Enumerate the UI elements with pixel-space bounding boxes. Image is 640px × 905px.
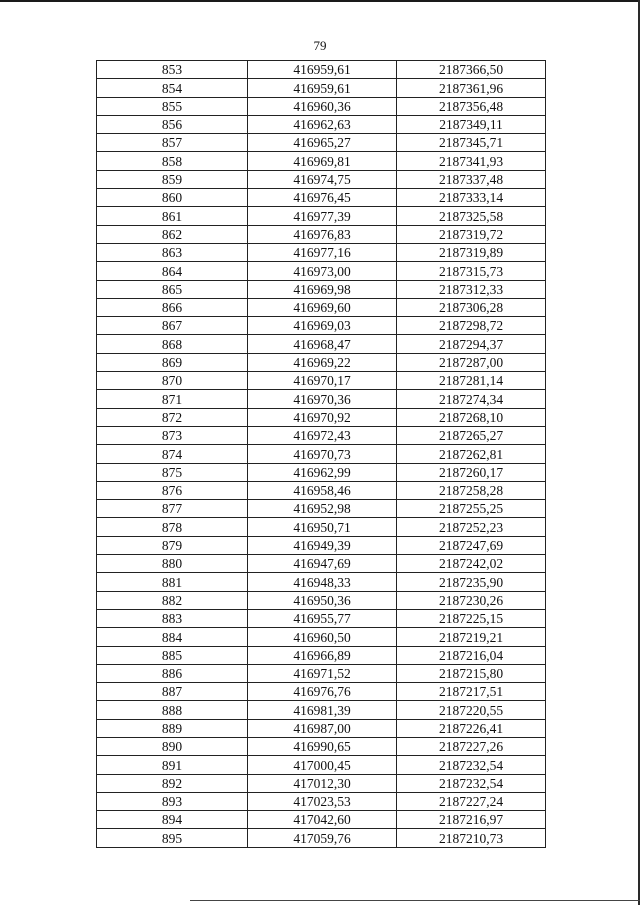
table-row <box>97 737 546 755</box>
point-number-cell: 881 <box>97 573 248 591</box>
point-number-cell: 893 <box>97 792 248 810</box>
x-coordinate-cell: 417042,60 <box>248 811 397 829</box>
y-coordinate-cell: 2187217,51 <box>397 683 546 701</box>
point-number-cell: 868 <box>97 335 248 353</box>
scan-edge-bottom <box>190 900 640 901</box>
y-coordinate-cell: 2187215,80 <box>397 664 546 682</box>
x-coordinate-cell: 416948,33 <box>248 573 397 591</box>
y-coordinate-cell: 2187298,72 <box>397 317 546 335</box>
x-coordinate-cell: 416969,60 <box>248 298 397 316</box>
x-coordinate-cell: 416968,47 <box>248 335 397 353</box>
y-coordinate-cell: 2187226,41 <box>397 719 546 737</box>
x-coordinate-cell: 416960,50 <box>248 628 397 646</box>
x-coordinate-cell: 416976,76 <box>248 683 397 701</box>
coordinates-table <box>96 60 546 848</box>
table-row <box>97 134 546 152</box>
point-number-cell: 882 <box>97 591 248 609</box>
point-number-cell: 880 <box>97 555 248 573</box>
y-coordinate-cell: 2187345,71 <box>397 134 546 152</box>
table-row <box>97 445 546 463</box>
point-number-cell: 864 <box>97 262 248 280</box>
point-number-cell: 879 <box>97 536 248 554</box>
point-number-cell: 892 <box>97 774 248 792</box>
x-coordinate-cell: 416962,63 <box>248 115 397 133</box>
x-coordinate-cell: 416977,16 <box>248 243 397 261</box>
table-row <box>97 225 546 243</box>
table-row <box>97 774 546 792</box>
table-row <box>97 115 546 133</box>
y-coordinate-cell: 2187294,37 <box>397 335 546 353</box>
table-row <box>97 426 546 444</box>
table-row <box>97 591 546 609</box>
point-number-cell: 886 <box>97 664 248 682</box>
x-coordinate-cell: 416972,43 <box>248 426 397 444</box>
table-row <box>97 189 546 207</box>
x-coordinate-cell: 417012,30 <box>248 774 397 792</box>
y-coordinate-cell: 2187219,21 <box>397 628 546 646</box>
table-row <box>97 719 546 737</box>
table-row <box>97 829 546 847</box>
page-number: 79 <box>313 38 327 53</box>
x-coordinate-cell: 416973,00 <box>248 262 397 280</box>
table-row <box>97 628 546 646</box>
y-coordinate-cell: 2187325,58 <box>397 207 546 225</box>
x-coordinate-cell: 416969,81 <box>248 152 397 170</box>
table-row <box>97 408 546 426</box>
point-number-cell: 866 <box>97 298 248 316</box>
table-row <box>97 372 546 390</box>
point-number-cell: 856 <box>97 115 248 133</box>
point-number-cell: 876 <box>97 481 248 499</box>
x-coordinate-cell: 416971,52 <box>248 664 397 682</box>
point-number-cell: 863 <box>97 243 248 261</box>
table-row <box>97 555 546 573</box>
y-coordinate-cell: 2187265,27 <box>397 426 546 444</box>
x-coordinate-cell: 416950,36 <box>248 591 397 609</box>
y-coordinate-cell: 2187333,14 <box>397 189 546 207</box>
table-row <box>97 170 546 188</box>
x-coordinate-cell: 416959,61 <box>248 79 397 97</box>
x-coordinate-cell: 416977,39 <box>248 207 397 225</box>
y-coordinate-cell: 2187260,17 <box>397 463 546 481</box>
y-coordinate-cell: 2187262,81 <box>397 445 546 463</box>
point-number-cell: 877 <box>97 500 248 518</box>
point-number-cell: 869 <box>97 353 248 371</box>
y-coordinate-cell: 2187281,14 <box>397 372 546 390</box>
x-coordinate-cell: 416970,73 <box>248 445 397 463</box>
y-coordinate-cell: 2187337,48 <box>397 170 546 188</box>
y-coordinate-cell: 2187227,26 <box>397 737 546 755</box>
y-coordinate-cell: 2187356,48 <box>397 97 546 115</box>
y-coordinate-cell: 2187255,25 <box>397 500 546 518</box>
y-coordinate-cell: 2187242,02 <box>397 555 546 573</box>
point-number-cell: 867 <box>97 317 248 335</box>
x-coordinate-cell: 416966,89 <box>248 646 397 664</box>
coordinates-table-body <box>97 61 546 848</box>
point-number-cell: 865 <box>97 280 248 298</box>
table-row <box>97 335 546 353</box>
x-coordinate-cell: 416959,61 <box>248 61 397 79</box>
x-coordinate-cell: 417000,45 <box>248 756 397 774</box>
y-coordinate-cell: 2187341,93 <box>397 152 546 170</box>
y-coordinate-cell: 2187235,90 <box>397 573 546 591</box>
table-row <box>97 481 546 499</box>
table-row <box>97 79 546 97</box>
x-coordinate-cell: 416965,27 <box>248 134 397 152</box>
x-coordinate-cell: 416960,36 <box>248 97 397 115</box>
y-coordinate-cell: 2187312,33 <box>397 280 546 298</box>
point-number-cell: 861 <box>97 207 248 225</box>
x-coordinate-cell: 416969,98 <box>248 280 397 298</box>
y-coordinate-cell: 2187247,69 <box>397 536 546 554</box>
x-coordinate-cell: 416955,77 <box>248 609 397 627</box>
y-coordinate-cell: 2187361,96 <box>397 79 546 97</box>
y-coordinate-cell: 2187319,72 <box>397 225 546 243</box>
point-number-cell: 873 <box>97 426 248 444</box>
table-row <box>97 152 546 170</box>
y-coordinate-cell: 2187274,34 <box>397 390 546 408</box>
y-coordinate-cell: 2187232,54 <box>397 774 546 792</box>
table-row <box>97 262 546 280</box>
point-number-cell: 885 <box>97 646 248 664</box>
point-number-cell: 891 <box>97 756 248 774</box>
point-number-cell: 854 <box>97 79 248 97</box>
x-coordinate-cell: 416987,00 <box>248 719 397 737</box>
point-number-cell: 883 <box>97 609 248 627</box>
point-number-cell: 859 <box>97 170 248 188</box>
table-row <box>97 573 546 591</box>
y-coordinate-cell: 2187227,24 <box>397 792 546 810</box>
point-number-cell: 874 <box>97 445 248 463</box>
table-row <box>97 97 546 115</box>
table-row <box>97 811 546 829</box>
y-coordinate-cell: 2187216,97 <box>397 811 546 829</box>
point-number-cell: 889 <box>97 719 248 737</box>
scan-edge-top <box>0 0 640 2</box>
x-coordinate-cell: 416970,92 <box>248 408 397 426</box>
y-coordinate-cell: 2187306,28 <box>397 298 546 316</box>
point-number-cell: 857 <box>97 134 248 152</box>
table-row <box>97 536 546 554</box>
y-coordinate-cell: 2187319,89 <box>397 243 546 261</box>
table-row <box>97 317 546 335</box>
x-coordinate-cell: 416950,71 <box>248 518 397 536</box>
point-number-cell: 870 <box>97 372 248 390</box>
table-row <box>97 646 546 664</box>
point-number-cell: 875 <box>97 463 248 481</box>
table-row <box>97 463 546 481</box>
table-row <box>97 609 546 627</box>
x-coordinate-cell: 417023,53 <box>248 792 397 810</box>
point-number-cell: 884 <box>97 628 248 646</box>
x-coordinate-cell: 416969,03 <box>248 317 397 335</box>
x-coordinate-cell: 416952,98 <box>248 500 397 518</box>
point-number-cell: 890 <box>97 737 248 755</box>
x-coordinate-cell: 416976,45 <box>248 189 397 207</box>
table-row <box>97 683 546 701</box>
x-coordinate-cell: 416974,75 <box>248 170 397 188</box>
table-row <box>97 500 546 518</box>
y-coordinate-cell: 2187210,73 <box>397 829 546 847</box>
x-coordinate-cell: 416976,83 <box>248 225 397 243</box>
x-coordinate-cell: 416949,39 <box>248 536 397 554</box>
y-coordinate-cell: 2187349,11 <box>397 115 546 133</box>
point-number-cell: 858 <box>97 152 248 170</box>
table-row <box>97 518 546 536</box>
y-coordinate-cell: 2187268,10 <box>397 408 546 426</box>
table-row <box>97 353 546 371</box>
y-coordinate-cell: 2187232,54 <box>397 756 546 774</box>
point-number-cell: 871 <box>97 390 248 408</box>
point-number-cell: 862 <box>97 225 248 243</box>
table-row <box>97 207 546 225</box>
x-coordinate-cell: 416981,39 <box>248 701 397 719</box>
point-number-cell: 872 <box>97 408 248 426</box>
y-coordinate-cell: 2187252,23 <box>397 518 546 536</box>
y-coordinate-cell: 2187366,50 <box>397 61 546 79</box>
y-coordinate-cell: 2187258,28 <box>397 481 546 499</box>
y-coordinate-cell: 2187216,04 <box>397 646 546 664</box>
point-number-cell: 855 <box>97 97 248 115</box>
x-coordinate-cell: 417059,76 <box>248 829 397 847</box>
point-number-cell: 888 <box>97 701 248 719</box>
table-row <box>97 243 546 261</box>
point-number-cell: 887 <box>97 683 248 701</box>
y-coordinate-cell: 2187287,00 <box>397 353 546 371</box>
y-coordinate-cell: 2187220,55 <box>397 701 546 719</box>
y-coordinate-cell: 2187225,15 <box>397 609 546 627</box>
table-row <box>97 298 546 316</box>
y-coordinate-cell: 2187230,26 <box>397 591 546 609</box>
x-coordinate-cell: 416970,17 <box>248 372 397 390</box>
x-coordinate-cell: 416958,46 <box>248 481 397 499</box>
y-coordinate-cell: 2187315,73 <box>397 262 546 280</box>
point-number-cell: 878 <box>97 518 248 536</box>
table-row <box>97 701 546 719</box>
x-coordinate-cell: 416962,99 <box>248 463 397 481</box>
x-coordinate-cell: 416990,65 <box>248 737 397 755</box>
point-number-cell: 860 <box>97 189 248 207</box>
table-row <box>97 792 546 810</box>
x-coordinate-cell: 416970,36 <box>248 390 397 408</box>
table-row <box>97 280 546 298</box>
point-number-cell: 895 <box>97 829 248 847</box>
table-row <box>97 664 546 682</box>
table-row <box>97 390 546 408</box>
point-number-cell: 853 <box>97 61 248 79</box>
x-coordinate-cell: 416947,69 <box>248 555 397 573</box>
table-row <box>97 61 546 79</box>
x-coordinate-cell: 416969,22 <box>248 353 397 371</box>
point-number-cell: 894 <box>97 811 248 829</box>
table-row <box>97 756 546 774</box>
